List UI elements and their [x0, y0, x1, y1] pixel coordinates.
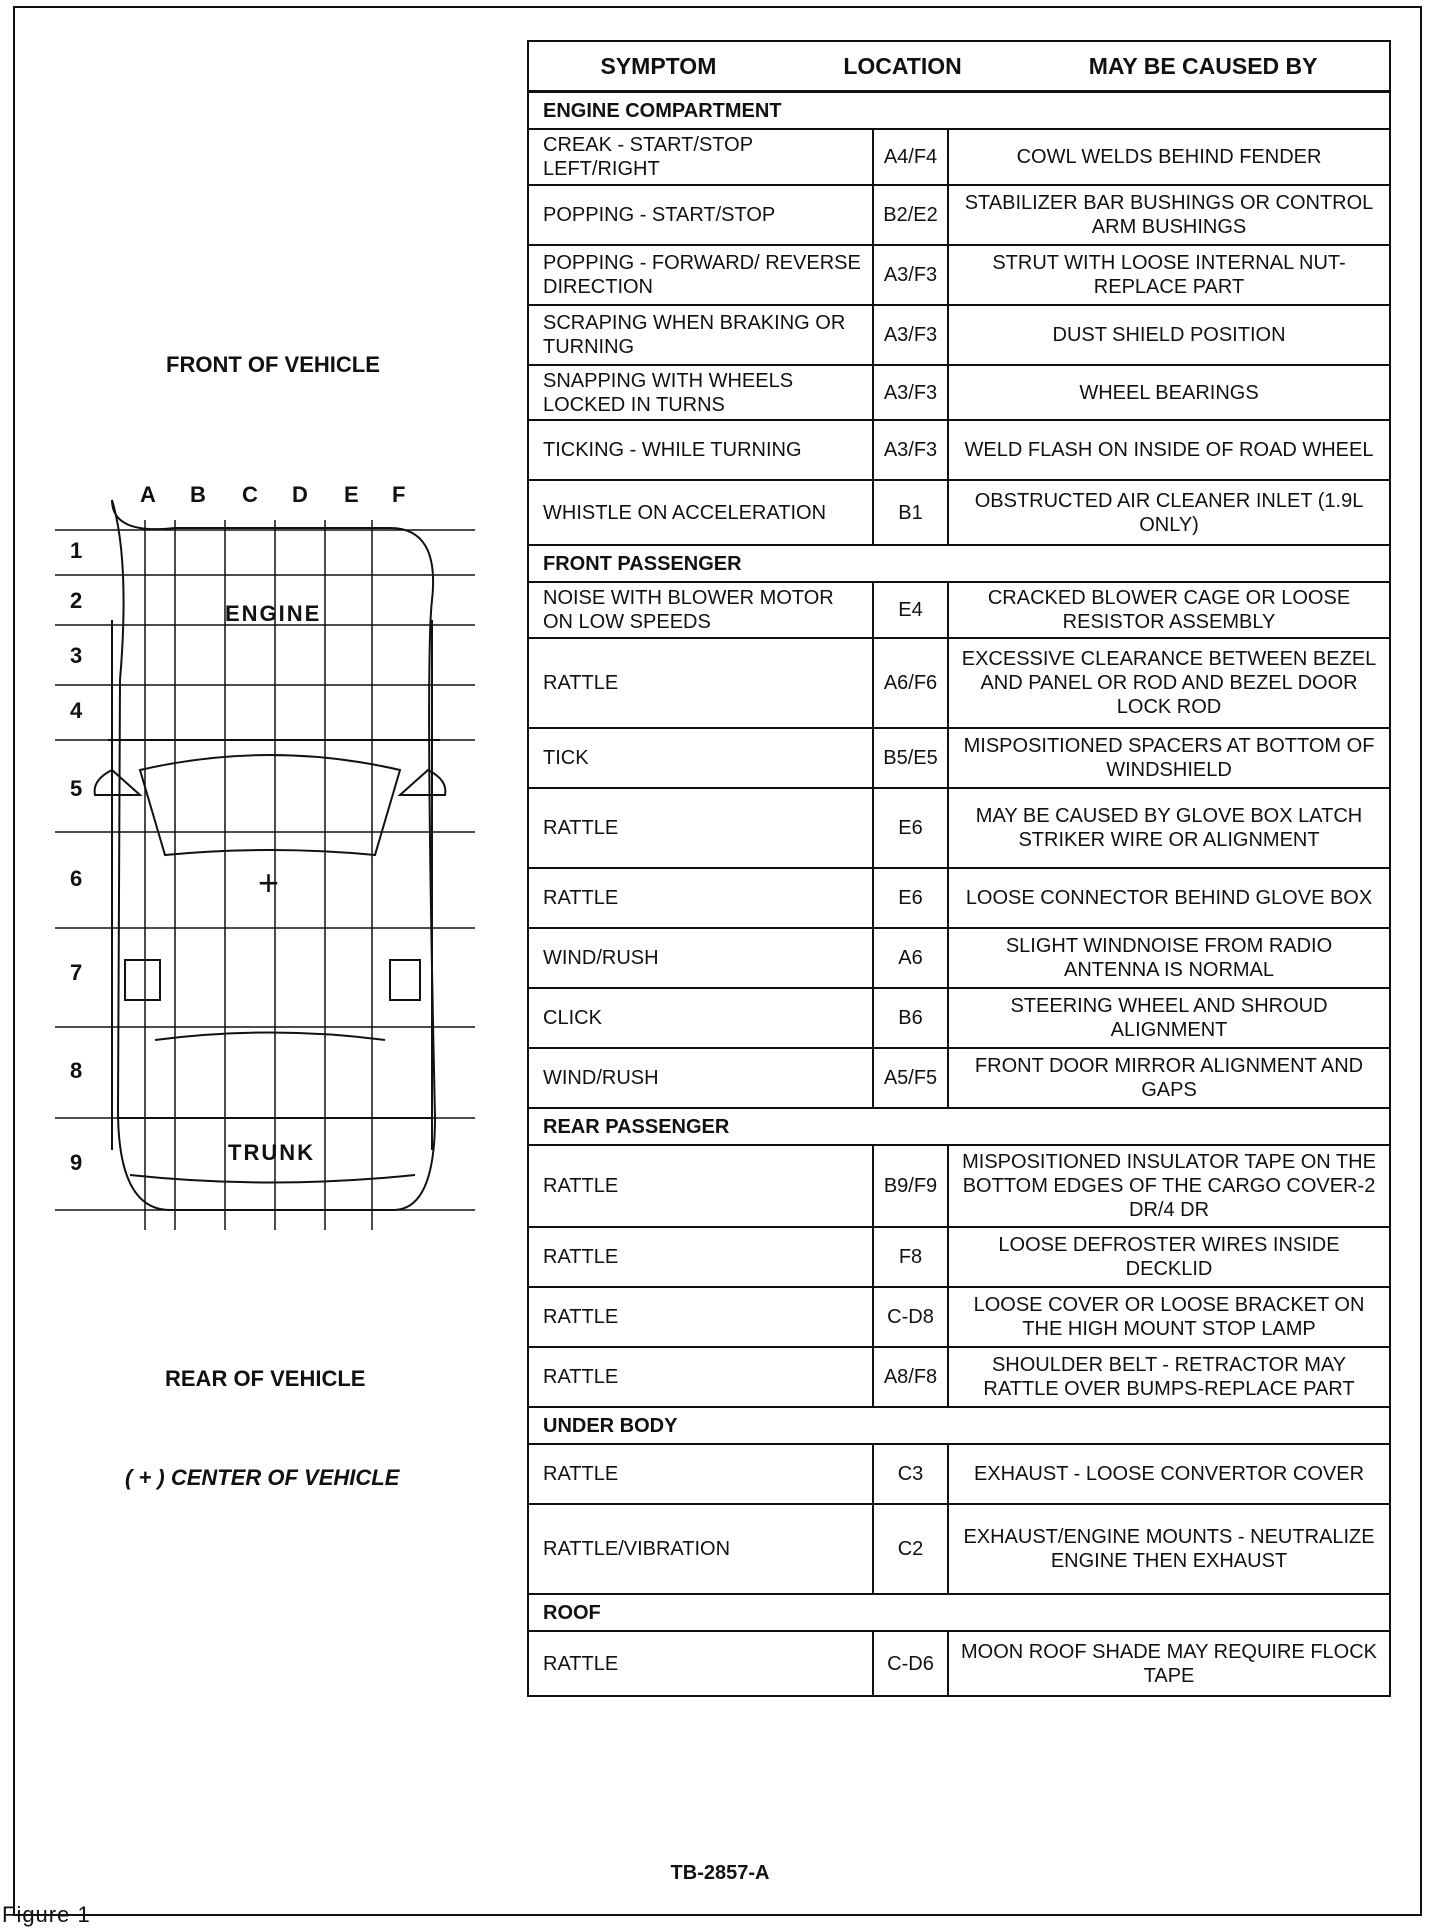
location-cell: A6: [873, 928, 948, 988]
location-cell: C2: [873, 1504, 948, 1594]
symptom-cell: TICK: [528, 728, 873, 788]
row-label-9: 9: [70, 1150, 83, 1175]
symptom-cell: RATTLE: [528, 1347, 873, 1407]
cause-cell: LOOSE COVER OR LOOSE BRACKET ON THE HIGH MOUNT STOP LAMP: [948, 1287, 1390, 1347]
cause-cell: STABILIZER BAR BUSHINGS OR CONTROL ARM BUSHINGS: [948, 185, 1390, 245]
col-label-b: B: [190, 482, 206, 507]
cause-cell: LOOSE CONNECTOR BEHIND GLOVE BOX: [948, 868, 1390, 928]
cause-cell: MAY BE CAUSED BY GLOVE BOX LATCH STRIKER WIRE OR ALIGNMENT: [948, 788, 1390, 868]
table-body: [528, 92, 1390, 1697]
location-cell: A6/F6: [873, 638, 948, 728]
symptom-cell: RATTLE: [528, 868, 873, 928]
location-cell: C-D6: [873, 1631, 948, 1696]
location-cell: A5/F5: [873, 1048, 948, 1108]
cause-cell: SLIGHT WINDNOISE FROM RADIO ANTENNA IS NORMAL: [948, 928, 1390, 988]
cause-cell: EXHAUST/ENGINE MOUNTS - NEUTRALIZE ENGINE THEN EXHAUST: [948, 1504, 1390, 1594]
table-row: [528, 928, 1390, 988]
table-row: [528, 728, 1390, 788]
cause-cell: EXHAUST - LOOSE CONVERTOR COVER: [948, 1444, 1390, 1504]
engine-label: ENGINE: [225, 601, 322, 626]
symptom-cell: SCRAPING WHEN BRAKING OR TURNING: [528, 305, 873, 365]
table-row: [528, 638, 1390, 728]
table-row: [528, 582, 1390, 638]
symptom-cell: RATTLE/VIBRATION: [528, 1504, 873, 1594]
symptom-table: [527, 40, 1391, 1697]
cause-cell: CRACKED BLOWER CAGE OR LOOSE RESISTOR ASSEMBLY: [948, 582, 1390, 638]
cause-cell: WELD FLASH ON INSIDE OF ROAD WHEEL: [948, 420, 1390, 480]
table-row: [528, 988, 1390, 1048]
table-row: [528, 305, 1390, 365]
table-header-row: [528, 41, 1390, 92]
location-cell: A3/F3: [873, 365, 948, 420]
location-cell: B5/E5: [873, 728, 948, 788]
section-title: ENGINE COMPARTMENT: [528, 92, 1390, 130]
symptom-cell: RATTLE: [528, 1145, 873, 1227]
section-title: REAR PASSENGER: [528, 1108, 1390, 1145]
symptom-cell: WHISTLE ON ACCELERATION: [528, 480, 873, 545]
center-of-vehicle-label: ( + ) CENTER OF VEHICLE: [125, 1465, 400, 1490]
location-cell: A8/F8: [873, 1347, 948, 1407]
symptom-cell: CLICK: [528, 988, 873, 1048]
section-row: [528, 1407, 1390, 1444]
symptom-cell: POPPING - FORWARD/ REVERSE DIRECTION: [528, 245, 873, 305]
symptom-cell: WIND/RUSH: [528, 1048, 873, 1108]
symptom-cell: SNAPPING WITH WHEELS LOCKED IN TURNS: [528, 365, 873, 420]
location-cell: A3/F3: [873, 305, 948, 365]
figure-caption: Figure 1: [2, 1902, 91, 1927]
row-label-7: 7: [70, 960, 83, 985]
cause-cell: STRUT WITH LOOSE INTERNAL NUT-REPLACE PART: [948, 245, 1390, 305]
location-cell: E4: [873, 582, 948, 638]
cause-cell: MISPOSITIONED INSULATOR TAPE ON THE BOTTOM EDGES OF THE CARGO COVER-2 DR/4 DR: [948, 1145, 1390, 1227]
tb-code: TB-2857-A: [670, 1862, 770, 1884]
col-label-a: A: [140, 482, 156, 507]
symptom-cell: RATTLE: [528, 638, 873, 728]
row-label-8: 8: [70, 1058, 83, 1083]
vehicle-diagram: [0, 0, 520, 1500]
cause-cell: MISPOSITIONED SPACERS AT BOTTOM OF WINDSHIELD: [948, 728, 1390, 788]
row-label-5: 5: [70, 776, 83, 801]
section-row: [528, 1108, 1390, 1145]
row-label-6: 6: [70, 866, 83, 891]
symptom-cell: RATTLE: [528, 1287, 873, 1347]
table-row: [528, 1444, 1390, 1504]
location-cell: B6: [873, 988, 948, 1048]
location-cell: C3: [873, 1444, 948, 1504]
location-cell: B2/E2: [873, 185, 948, 245]
section-title: ROOF: [528, 1594, 1390, 1631]
col-label-e: E: [344, 482, 359, 507]
cause-cell: COWL WELDS BEHIND FENDER: [948, 129, 1390, 185]
symptom-cell: RATTLE: [528, 1444, 873, 1504]
cause-cell: MOON ROOF SHADE MAY REQUIRE FLOCK TAPE: [948, 1631, 1390, 1696]
table-row: [528, 365, 1390, 420]
location-cell: A3/F3: [873, 245, 948, 305]
table-row: [528, 1048, 1390, 1108]
location-cell: B9/F9: [873, 1145, 948, 1227]
table-row: [528, 185, 1390, 245]
table-row: [528, 1631, 1390, 1696]
symptom-cell: NOISE WITH BLOWER MOTOR ON LOW SPEEDS: [528, 582, 873, 638]
section-row: [528, 1594, 1390, 1631]
table-row: [528, 1145, 1390, 1227]
location-cell: C-D8: [873, 1287, 948, 1347]
symptom-cell: RATTLE: [528, 788, 873, 868]
location-cell: A3/F3: [873, 420, 948, 480]
cause-cell: STEERING WHEEL AND SHROUD ALIGNMENT: [948, 988, 1390, 1048]
table-row: [528, 245, 1390, 305]
table-row: [528, 868, 1390, 928]
trunk-label: TRUNK: [228, 1140, 315, 1165]
table-row: [528, 1504, 1390, 1594]
center-mark: +: [258, 862, 280, 903]
cause-cell: LOOSE DEFROSTER WIRES INSIDE DECKLID: [948, 1227, 1390, 1287]
table-header: [528, 41, 1390, 92]
section-title: UNDER BODY: [528, 1407, 1390, 1444]
col-label-d: D: [292, 482, 308, 507]
header-cause: MAY BE CAUSED BY: [1088, 53, 1318, 79]
table-row: [528, 788, 1390, 868]
row-label-1: 1: [70, 538, 83, 563]
header-location: LOCATION: [843, 53, 962, 79]
location-cell: A4/F4: [873, 129, 948, 185]
cause-cell: OBSTRUCTED AIR CLEANER INLET (1.9L ONLY): [948, 480, 1390, 545]
rear-of-vehicle-label: REAR OF VEHICLE: [165, 1366, 366, 1391]
symptom-cell: RATTLE: [528, 1227, 873, 1287]
front-of-vehicle-label: FRONT OF VEHICLE: [166, 352, 380, 377]
symptom-cell: RATTLE: [528, 1631, 873, 1696]
section-row: [528, 92, 1390, 130]
row-label-3: 3: [70, 643, 83, 668]
symptom-cell: POPPING - START/STOP: [528, 185, 873, 245]
location-cell: B1: [873, 480, 948, 545]
table-row: [528, 1287, 1390, 1347]
row-label-2: 2: [70, 588, 83, 613]
row-label-4: 4: [70, 698, 83, 723]
table-row: [528, 129, 1390, 185]
symptom-cell: WIND/RUSH: [528, 928, 873, 988]
cause-cell: SHOULDER BELT - RETRACTOR MAY RATTLE OVER BUMPS-REPLACE PART: [948, 1347, 1390, 1407]
section-title: FRONT PASSENGER: [528, 545, 1390, 582]
location-cell: E6: [873, 868, 948, 928]
cause-cell: DUST SHIELD POSITION: [948, 305, 1390, 365]
symptom-cell: TICKING - WHILE TURNING: [528, 420, 873, 480]
table-row: [528, 420, 1390, 480]
table-row: [528, 1347, 1390, 1407]
table-row: [528, 480, 1390, 545]
location-cell: E6: [873, 788, 948, 868]
table-row: [528, 1227, 1390, 1287]
location-cell: F8: [873, 1227, 948, 1287]
cause-cell: EXCESSIVE CLEARANCE BETWEEN BEZEL AND PANEL OR ROD AND BEZEL DOOR LOCK ROD: [948, 638, 1390, 728]
section-row: [528, 545, 1390, 582]
symptom-cell: CREAK - START/STOP LEFT/RIGHT: [528, 129, 873, 185]
col-label-c: C: [242, 482, 258, 507]
cause-cell: WHEEL BEARINGS: [948, 365, 1390, 420]
header-symptom: SYMPTOM: [600, 53, 717, 79]
col-label-f: F: [392, 482, 406, 507]
cause-cell: FRONT DOOR MIRROR ALIGNMENT AND GAPS: [948, 1048, 1390, 1108]
